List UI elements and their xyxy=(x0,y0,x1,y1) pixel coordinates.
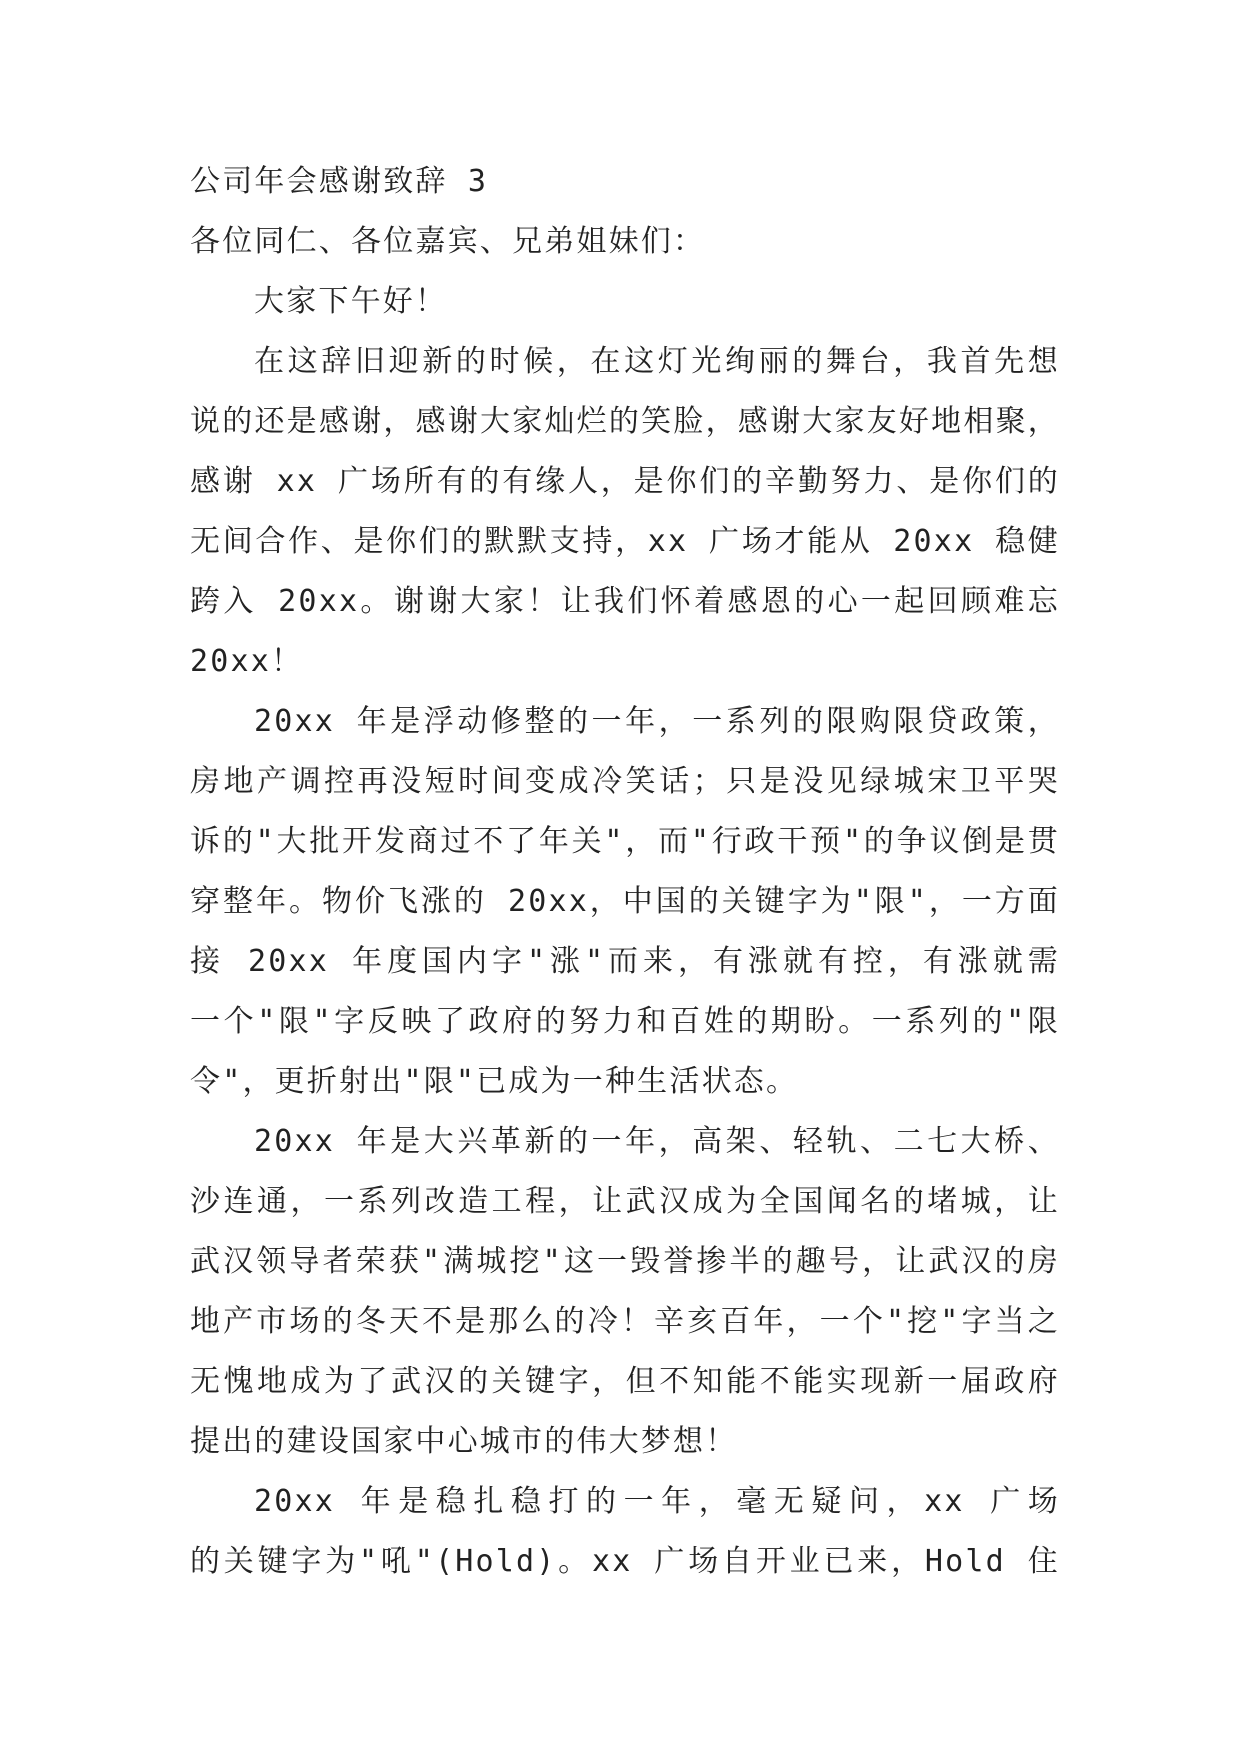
paragraph-line: 武汉领导者荣获"满城挖"这一毁誉掺半的趣号，让武汉的房 xyxy=(190,1244,1060,1279)
paragraph-line: 的关键字为"吼"(Hold)。xx 广场自开业已来，Hold 住 xyxy=(190,1544,1060,1579)
greeting: 大家下午好！ xyxy=(254,284,448,319)
paragraph-3 xyxy=(190,1112,1060,1472)
paragraph-line: 感谢 xx 广场所有的有缘人，是你们的辛勤努力、是你们的 xyxy=(190,464,1060,499)
paragraph-line: 20xx 年是稳扎稳打的一年，毫无疑问，xx 广场 xyxy=(254,1484,1060,1519)
document-title: 公司年会感谢致辞 3 xyxy=(190,164,489,199)
paragraph-line: 沙连通，一系列改造工程，让武汉成为全国闻名的堵城，让 xyxy=(190,1184,1060,1219)
paragraph-line: 无间合作、是你们的默默支持，xx 广场才能从 20xx 稳健 xyxy=(190,524,1060,559)
paragraph-2 xyxy=(190,692,1060,1112)
paragraph-line: 20xx！ xyxy=(190,644,304,679)
paragraph-line: 跨入 20xx。谢谢大家！让我们怀着感恩的心一起回顾难忘 xyxy=(190,584,1060,619)
paragraph-line: 一个"限"字反映了政府的努力和百姓的期盼。一系列的"限 xyxy=(190,1004,1060,1039)
paragraph-4 xyxy=(190,1472,1060,1592)
paragraph-line: 在这辞旧迎新的时候，在这灯光绚丽的舞台，我首先想 xyxy=(254,344,1060,379)
paragraph-line: 提出的建设国家中心城市的伟大梦想！ xyxy=(190,1424,738,1459)
document-page xyxy=(190,152,1060,1592)
paragraph-line: 令"，更折射出"限"已成为一种生活状态。 xyxy=(190,1064,799,1099)
paragraph-line: 说的还是感谢，感谢大家灿烂的笑脸，感谢大家友好地相聚， xyxy=(190,404,1060,439)
salutation: 各位同仁、各位嘉宾、兄弟姐妹们： xyxy=(190,224,706,259)
paragraph-line: 诉的"大批开发商过不了年关"，而"行政干预"的争议倒是贯 xyxy=(190,824,1060,859)
paragraph-line: 地产市场的冬天不是那么的冷！辛亥百年，一个"挖"字当之 xyxy=(190,1304,1060,1339)
paragraph-1 xyxy=(190,332,1060,692)
paragraph-line: 接 20xx 年度国内字"涨"而来，有涨就有控，有涨就需 xyxy=(190,944,1060,979)
paragraph-line: 20xx 年是浮动修整的一年，一系列的限购限贷政策， xyxy=(254,704,1060,739)
paragraph-line: 房地产调控再没短时间变成冷笑话；只是没见绿城宋卫平哭 xyxy=(190,764,1060,799)
paragraph-line: 穿整年。物价飞涨的 20xx，中国的关键字为"限"，一方面 xyxy=(190,884,1060,919)
paragraph-line: 20xx 年是大兴革新的一年，高架、轻轨、二七大桥、 xyxy=(254,1124,1060,1159)
paragraph-line: 无愧地成为了武汉的关键字，但不知能不能实现新一届政府 xyxy=(190,1364,1060,1399)
